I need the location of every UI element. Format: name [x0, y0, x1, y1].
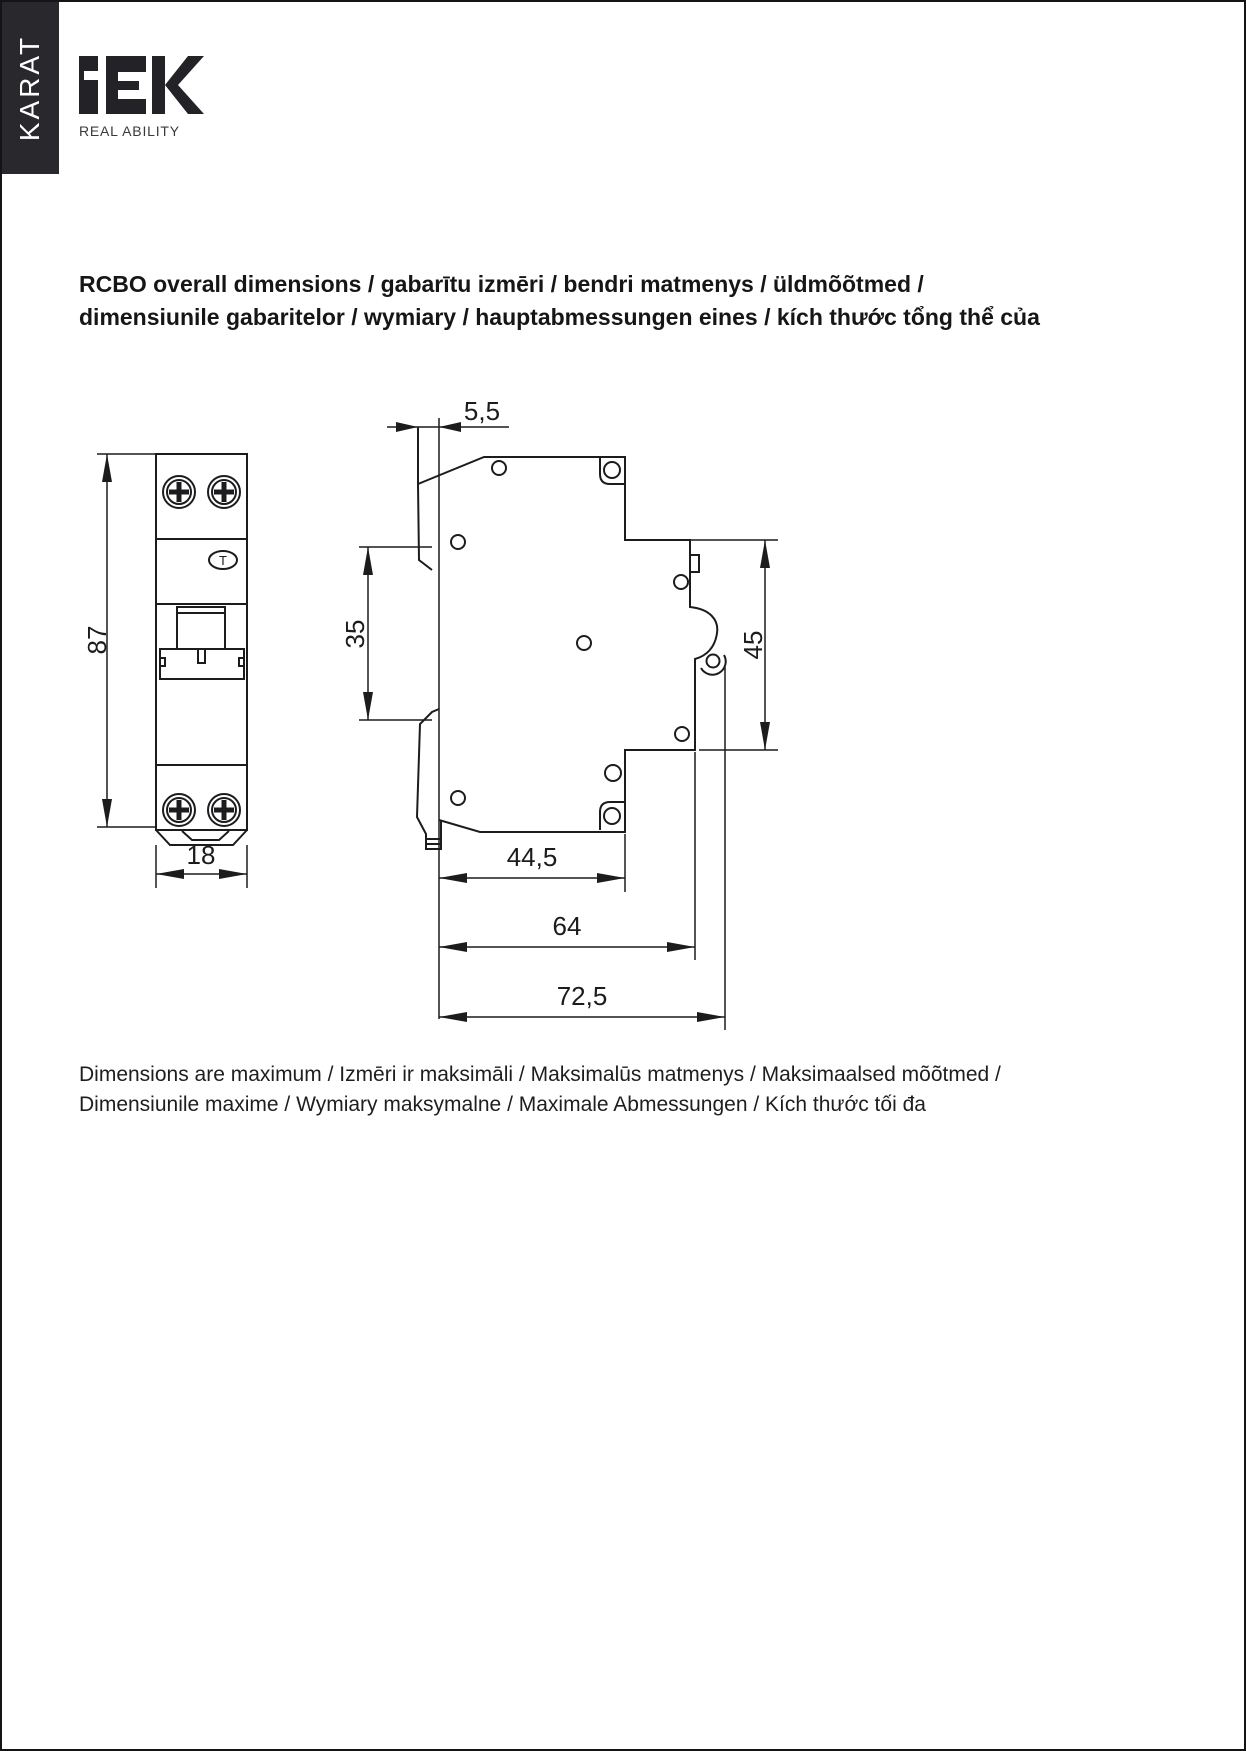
dim-overhang-5-5 [387, 396, 509, 432]
dim-depth-72-5 [439, 667, 725, 1030]
dim-35-label: 35 [340, 619, 370, 649]
dim-5-5-label: 5,5 [463, 396, 501, 426]
terminal-screw-icon [163, 794, 195, 826]
title-line-1: RCBO overall dimensions / gabarītu izmēri / bendri matmenys / üldmõõtmed / [79, 271, 924, 297]
dim-18-label: 18 [186, 840, 216, 870]
brand-name-vertical: KARAT [14, 34, 46, 142]
dim-44-5-label: 44,5 [506, 842, 558, 872]
brand-sidebar [2, 2, 59, 174]
logo-tagline: REAL ABILITY [79, 123, 180, 139]
terminal-screw-icon [208, 794, 240, 826]
test-button [209, 551, 237, 569]
dimension-drawing [62, 352, 802, 1042]
dim-depth-64 [439, 752, 695, 960]
title-line-2: dimensiunile gabaritelor / wymiary / hauptabmessungen eines / kích thước tổng thể của [79, 304, 1040, 330]
footnote-line-2: Dimensiunile maxime / Wymiary maksymalne / Maximale Abmessungen / Kích thước tối đa [79, 1093, 926, 1116]
iek-logo [79, 56, 204, 139]
test-button-label: T [219, 553, 227, 568]
dim-width-18 [156, 840, 247, 888]
dim-45-label: 45 [738, 630, 768, 660]
dim-recess-35 [340, 547, 432, 720]
page-title [79, 268, 1199, 334]
dim-back-45 [690, 540, 778, 750]
footnote-line-1: Dimensions are maximum / Izmēri ir maksimāli / Maksimalūs matmenys / Maksimaalsed mõõtmed / [79, 1063, 1001, 1086]
dim-depth-44-5 [439, 834, 625, 892]
toggle-lever [160, 607, 244, 679]
iek-logo-mark [79, 56, 204, 114]
dim-height-87 [82, 454, 156, 827]
dim-72-5-label: 72,5 [556, 981, 608, 1011]
dim-64-label: 64 [552, 911, 582, 941]
terminal-lug [417, 709, 441, 849]
front-view [156, 454, 247, 845]
terminal-screw-icon [163, 476, 195, 508]
terminal-screw-icon [208, 476, 240, 508]
din-clip [701, 655, 726, 675]
dim-87-label: 87 [82, 625, 112, 655]
footnote [79, 1060, 1219, 1120]
